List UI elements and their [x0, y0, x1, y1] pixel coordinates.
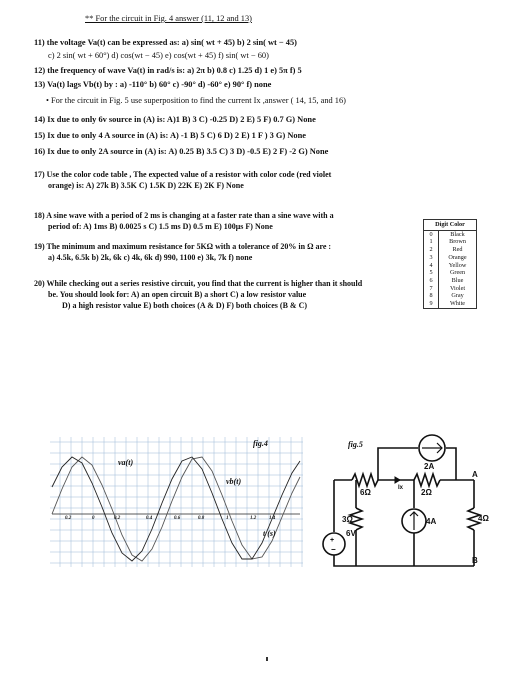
resistor-2-ohm-icon [414, 474, 440, 486]
q16: 16) Ix due to only 2A source in (A) is: A) 0.25 B) 3.5 C) 3 D) -0.5 E) 2 F) -2 G) None [34, 147, 329, 156]
tick-label: 0.2 [114, 516, 121, 521]
tick-label: 0.4 [146, 516, 153, 521]
vb-label: vb(t) [226, 477, 242, 486]
circuit-diagram [322, 428, 482, 570]
r6-label: 6Ω [360, 488, 371, 497]
vb-waveform [52, 457, 300, 561]
ix-label: Ix [398, 485, 404, 491]
wire [446, 448, 456, 480]
time-axis-label: t (s) [263, 529, 276, 538]
q19-line2: a) 4.5k, 6.5k b) 2k, 6k c) 4k, 6k d) 990, 1100 e) 3k, 7k f) none [48, 253, 253, 262]
color-code-table [423, 219, 477, 309]
q20-line3: D) a high resistor value E) both choices (A & D) F) both choices (B & C) [62, 301, 308, 310]
color-table-row: 6 Blue [424, 277, 476, 285]
color-table-row: 8 Gray [424, 292, 476, 300]
q19-line1: 19) The minimum and maximum resistance for 5KΩ with a tolerance of 20% in Ω are : [34, 242, 332, 251]
color-table-row: 9 White [424, 300, 476, 308]
q15: 15) Ix due to only 4 A source in (A) is: A) -1 B) 5 C) 6 D) 2 E) 1 F ) 3 G) None [34, 131, 306, 140]
q20-line2: be. You should look for: A) an open circuit B) a short C) a low resistor value [48, 290, 307, 299]
tick-label: 0.6 [174, 516, 181, 521]
source-6v-label: 6V [346, 529, 356, 538]
color-table-row: 1 Brown [424, 238, 476, 246]
q18-line2: period of: A) 1ms B) 0.0025 s C) 1.5 ms D) 0.5 m E) 100μs F) None [48, 222, 273, 231]
q20-line1: 20) While checking out a series resistive circuit, you find that the current is higher than it should [34, 279, 363, 288]
fig4-waveform [50, 437, 303, 567]
tick-label: 0.8 [198, 516, 205, 521]
color-table-row: 2 Red [424, 246, 476, 254]
color-table-row: 7 Violet [424, 285, 476, 293]
fig4-caption: fig.4 [253, 439, 268, 448]
color-table-row: 4 Yellow [424, 262, 476, 270]
color-table-row: 5 Green [424, 269, 476, 277]
source-2a-label: 2A [424, 462, 435, 471]
wire [334, 555, 474, 566]
color-table-header: Digit Color [424, 220, 476, 231]
color-table-row: 0 Black [424, 231, 476, 239]
superposition-instruction: • For the circuit in Fig. 5 use superposition to find the current Ix ,answer ( 14, 15, and 16) [46, 96, 346, 105]
fig4-plot [50, 437, 303, 567]
svg-text:+: + [330, 537, 335, 544]
q11-line2: c) 2 sin( wt + 60°) d) cos(wt − 45) e) cos(wt + 45) f) sin( wt − 60) [48, 51, 269, 60]
node-b-label: B [472, 556, 478, 565]
q12: 12) the frequency of wave Va(t) in rad/s is: a) 2π b) 0.8 c) 1.25 d) 1 e) 5π f) 5 [34, 66, 302, 75]
tick-label: 0.2 [65, 516, 72, 521]
fig4-grid [50, 437, 303, 567]
tick-label: 0 [92, 516, 95, 521]
svg-text:−: − [331, 545, 336, 554]
q17-line2: orange) is: A) 27k B) 3.5K C) 1.5K D) 22K E) 2K F) None [48, 181, 244, 190]
tick-label: 1 [226, 516, 229, 521]
wire [378, 448, 418, 480]
r4-label: 4Ω [478, 514, 489, 523]
va-label: va(t) [118, 458, 134, 467]
color-table-row: 3 Orange [424, 254, 476, 262]
q14: 14) Ix due to only 6v source in (A) is: A)1 B) 3 C) -0.25 D) 2 E) 5 F) 0.7 G) None [34, 115, 316, 124]
q13: 13) Va(t) lags Vb(t) by : a) -110° b) 60° c) -90° d) -60° e) 90° f) none [34, 80, 272, 89]
q17-line1: 17) Use the color code table , The expected value of a resistor with color code (red violet [34, 170, 332, 179]
fig4-instruction: ** For the circuit in Fig. 4 answer (11, 12 and 13) [85, 14, 252, 23]
tick-label: 1.2 [250, 516, 257, 521]
node-a-label: A [472, 470, 478, 479]
r3-label: 3Ω [342, 515, 353, 524]
r2-label: 2Ω [421, 488, 432, 497]
fig5-caption: fig.5 [348, 440, 363, 449]
source-4a-label: 4A [426, 517, 437, 526]
q11-line1: 11) the voltage Va(t) can be expressed as: a) sin( wt + 45) b) 2 sin( wt − 45) [34, 38, 297, 47]
tick-label: 1.4 [269, 516, 276, 521]
page-mark [266, 657, 268, 661]
fig5-circuit [322, 428, 489, 570]
q18-line1: 18) A sine wave with a period of 2 ms is changing at a faster rate than a sine wave with a [34, 211, 334, 220]
